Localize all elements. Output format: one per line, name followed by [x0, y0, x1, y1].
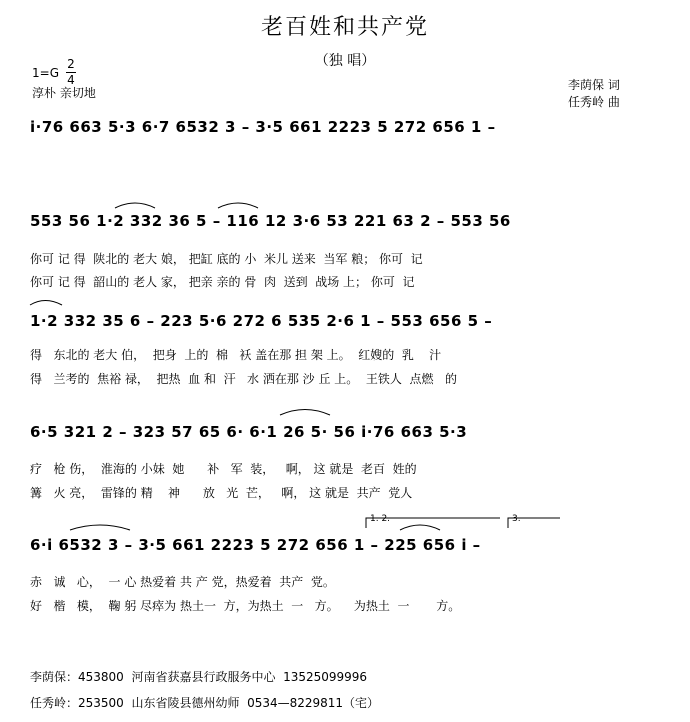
volta-1-2-label: 1. 2.	[370, 514, 391, 524]
slur	[280, 410, 330, 416]
staff-4-lyrics-verse-2: 篝 火 亮， 雷锋的 精 神 放 光 芒， 啊， 这 就是 共产 党人	[30, 486, 413, 500]
lyricist-contact: 李荫保：453800 河南省获嘉县行政服务中心 13525099996	[30, 670, 368, 684]
staff-1-notes: i·76 663 5·3 6·7 6532 3 – 3·5 661 2223 5 272 656 1 –	[30, 118, 496, 136]
slur	[70, 525, 130, 530]
staff-2-lyrics-verse-1: 你可 记 得 陕北的 老大 娘， 把缸 底的 小 米儿 送来 当军 粮； 你可 记	[30, 252, 423, 266]
staff-3-notes: 1·2 332 35 6 – 223 5·6 272 6 535 2·6 1 – 553 656 5 –	[30, 312, 493, 330]
staff-3-lyrics-verse-1: 得 东北的 老大 伯， 把身 上的 棉 袄 盖在那 担 架 上。 红嫂的 乳 汁	[30, 348, 442, 362]
composer-credit: 任秀岭 曲	[568, 95, 620, 109]
song-title: 老百姓和共产党	[260, 15, 429, 40]
staff-3-lyrics-verse-2: 得 兰考的 焦裕 禄， 把热 血 和 汗 水 洒在那 沙 丘 上。 王铁人 点燃 的	[30, 372, 457, 386]
slur	[218, 203, 258, 208]
staff-4-notes: 6·5 321 2 – 323 57 65 6· 6·1 26 5· 56 i·76 663 5·3	[30, 423, 468, 441]
time-signature-top: 2	[67, 57, 75, 71]
slur	[115, 203, 155, 208]
slur	[30, 301, 62, 306]
song-subtitle: （独 唱）	[314, 53, 376, 69]
volta-1-2-bracket	[366, 518, 500, 528]
staff-5-notes: 6·i 6532 3 – 3·5 661 2223 5 272 656 1 – 225 656 i –	[30, 536, 481, 554]
staff-2-lyrics-verse-2: 你可 记 得 韶山的 老人 家， 把亲 亲的 骨 肉 送到 战场 上； 你可 记	[30, 275, 415, 289]
staff-4-lyrics-verse-1: 疗 枪 伤， 淮海的 小妹 她 补 军 装， 啊， 这 就是 老百 姓的	[30, 462, 417, 476]
lyricist-credit: 李荫保 词	[568, 78, 620, 92]
key-signature: 1=G	[32, 66, 59, 80]
composer-contact: 任秀岭：253500 山东省陵县德州幼师 0534—8229811（宅）	[30, 696, 380, 710]
staff-5-lyrics-verse-2: 好 楷 模， 鞠 躬 尽瘁为 热土一 方，为热土 一 方。 为热土 一 方。	[30, 599, 461, 613]
staff-2-notes: 553 56 1·2 332 36 5 – 116 12 3·6 53 221 63 2 – 553 56	[30, 212, 511, 230]
tempo-marking: 淳朴 亲切地	[32, 86, 96, 100]
time-signature-bottom: 4	[67, 73, 75, 87]
volta-3-label: 3.	[512, 514, 521, 524]
slur	[400, 525, 440, 530]
staff-5-lyrics-verse-1: 赤 诚 心， 一 心 热爱着 共 产 党，热爱着 共产 党。	[30, 575, 335, 589]
volta-3-bracket	[508, 518, 560, 528]
